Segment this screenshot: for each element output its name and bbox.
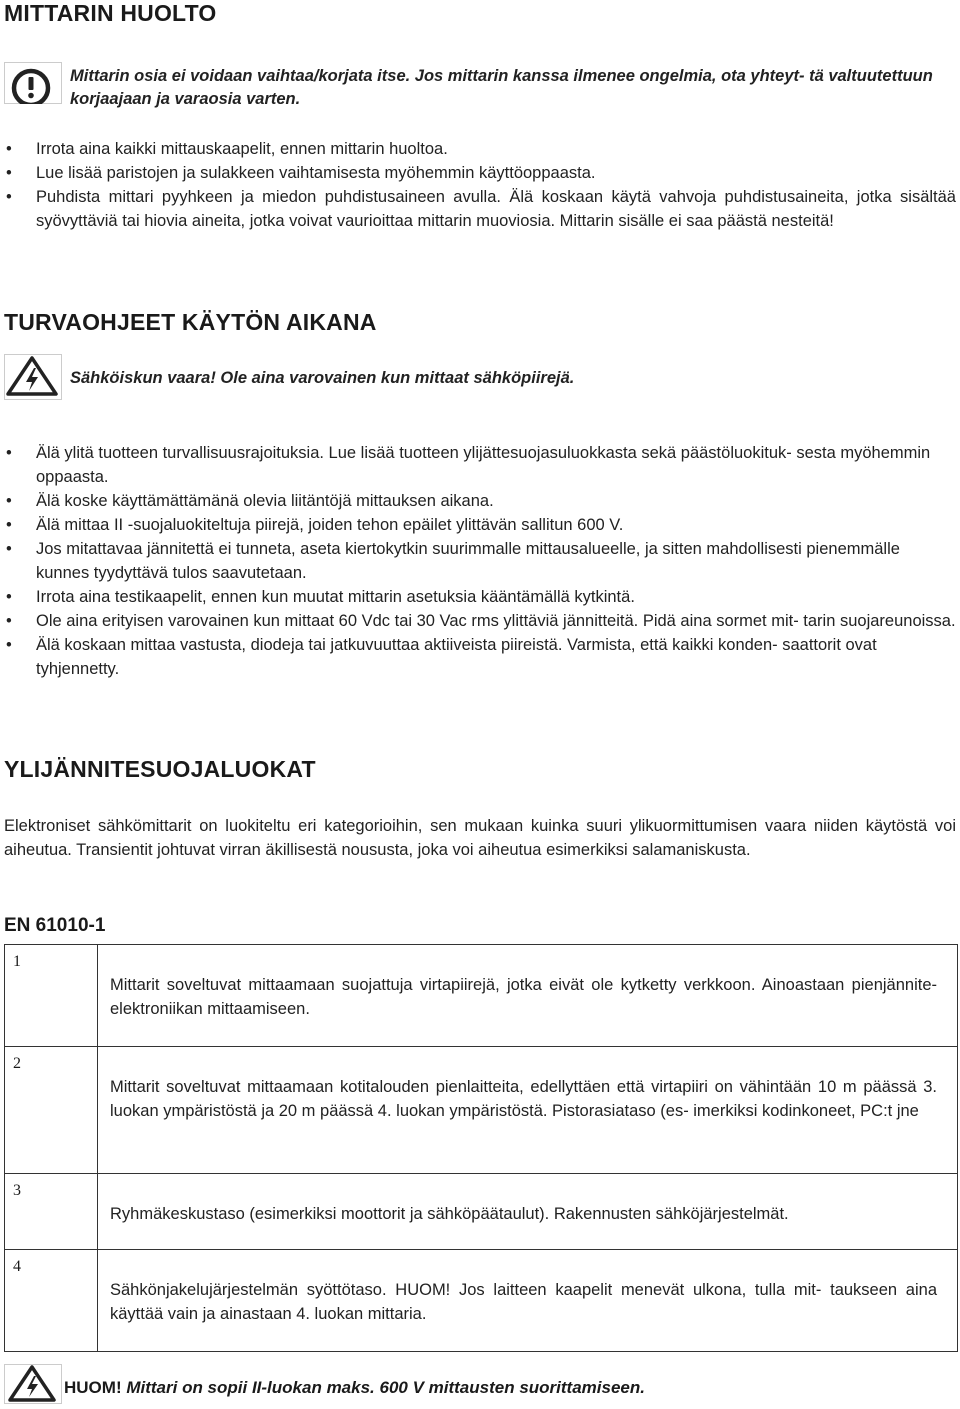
safety-title: TURVAOHJEET KÄYTÖN AIKANA xyxy=(4,309,377,335)
overvoltage-title: YLIJÄNNITESUOJALUOKAT xyxy=(4,756,316,782)
category-description: Ryhmäkeskustaso (esimerkiksi moottorit ja sähköpäätaulut). Rakennusten sähköjärjestelmät. xyxy=(110,1205,789,1223)
list-item: • Älä ylitä tuotteen turvallisuusrajoituksia. Lue lisää tuotteen ylijättesuojasuluokkasta sekä päästöluokituk- sesta myöhemmin oppaasta. xyxy=(0,441,956,489)
electric-shock-warning-icon xyxy=(4,1364,62,1404)
category-number: 4 xyxy=(5,1250,98,1352)
note-text: Mittari on sopii II-luokan maks. 600 V mittausten suorittamiseen. xyxy=(126,1378,645,1397)
list-item: • Irrota aina kaikki mittauskaapelit, ennen mittarin huoltoa. xyxy=(0,137,956,161)
table-row xyxy=(5,1174,958,1250)
list-item: • Lue lisää paristojen ja sulakkeen vaihtamisesta myöhemmin käyttöoppaasta. xyxy=(0,161,956,185)
safety-bullet-list xyxy=(0,441,956,681)
exclamation-warning-icon xyxy=(4,62,62,104)
list-item: • Älä mittaa II -suojaluokiteltuja piirejä, joiden tehon epäilet ylittävän sallitun 600 V. xyxy=(0,513,956,537)
category-table xyxy=(4,944,958,1352)
category-description: Mittarit soveltuvat mittaamaan suojattuja virtapiirejä, jotka eivät ole kytketty verkkoon. Ainoastaan pienjännite-elektroniikan mittaamiseen. xyxy=(110,976,937,1018)
standard-label: EN 61010-1 xyxy=(4,915,106,936)
safety-warning: Sähköiskun vaara! Ole aina varovainen kun mittaat sähköpiirejä. xyxy=(70,369,575,387)
category-number: 3 xyxy=(5,1174,98,1250)
list-item: • Irrota aina testikaapelit, ennen kun muutat mittarin asetuksia kääntämällä kytkintä. xyxy=(0,585,956,609)
list-item: • Ole aina erityisen varovainen kun mittaat 60 Vdc tai 30 Vac rms ylittäviä jännitteitä. Pidä aina sormet mit- tarin suojareunoissa. xyxy=(0,609,956,633)
maintenance-warning: Mittarin osia ei voidaan vaihtaa/korjata itse. Jos mittarin kanssa ilmenee ongelmia, ota yhteyt- tä valtuutettuun korjaajaan ja varaosia varten. xyxy=(70,67,933,108)
electric-shock-warning-icon xyxy=(4,354,62,400)
category-number: 2 xyxy=(5,1047,98,1174)
list-item: • Jos mitattavaa jännitettä ei tunneta, aseta kiertokytkin suurimmalle mittausalueelle, ja sitten mahdollisesti pienemmälle kunnes tyydyttävä tulos saavutetaan. xyxy=(0,537,956,585)
note-label: HUOM! xyxy=(64,1378,122,1397)
table-row xyxy=(5,1047,958,1174)
category-description: Mittarit soveltuvat mittaamaan kotitalouden pienlaitteita, edellyttäen että virtapiiri on vähintään 10 m päässä 3. luokan ympäristöstä ja 20 m päässä 4. luokan ympäristöstä. Pistorasiataso (es- imerkiksi kodinkoneet, PC:t jne xyxy=(110,1078,937,1120)
maintenance-title: MITTARIN HUOLTO xyxy=(4,0,217,26)
category-number: 1 xyxy=(5,945,98,1047)
overvoltage-intro: Elektroniset sähkömittarit on luokiteltu eri kategorioihin, sen mukaan kuinka suuri ylikuormittumisen vaara niiden käytöstä voi aiheutua. Transientit johtuvat virran äkillisestä noususta, joka voi aiheutua esimerkiksi salamaniskusta. xyxy=(4,817,956,859)
bottom-note xyxy=(64,1378,645,1398)
list-item: • Älä koskaan mittaa vastusta, diodeja tai jatkuvuuttaa aktiiveista piireistä. Varmista, että kaikki konden- saattorit ovat tyhjennetty. xyxy=(0,633,956,681)
table-row xyxy=(5,945,958,1047)
list-item: • Puhdista mittari pyyhkeen ja miedon puhdistusaineen avulla. Älä koskaan käytä vahvoja puhdistusaineita, jotka sisältää syövyttäviä tai hiovia aineita, jotka voivat vaurioittaa mittarin muoviosia. Mittarin sisälle ei saa päästä nesteitä! xyxy=(0,185,956,233)
list-item: • Älä koske käyttämättämänä olevia liitäntöjä mittauksen aikana. xyxy=(0,489,956,513)
table-row xyxy=(5,1250,958,1352)
maintenance-bullet-list xyxy=(0,137,956,233)
category-description: Sähkönjakelujärjestelmän syöttötaso. HUOM! Jos laitteen kaapelit menevät ulkona, tulla mit- taukseen aina käyttää vain ja ainastaan 4. luokan mittaria. xyxy=(110,1281,937,1323)
